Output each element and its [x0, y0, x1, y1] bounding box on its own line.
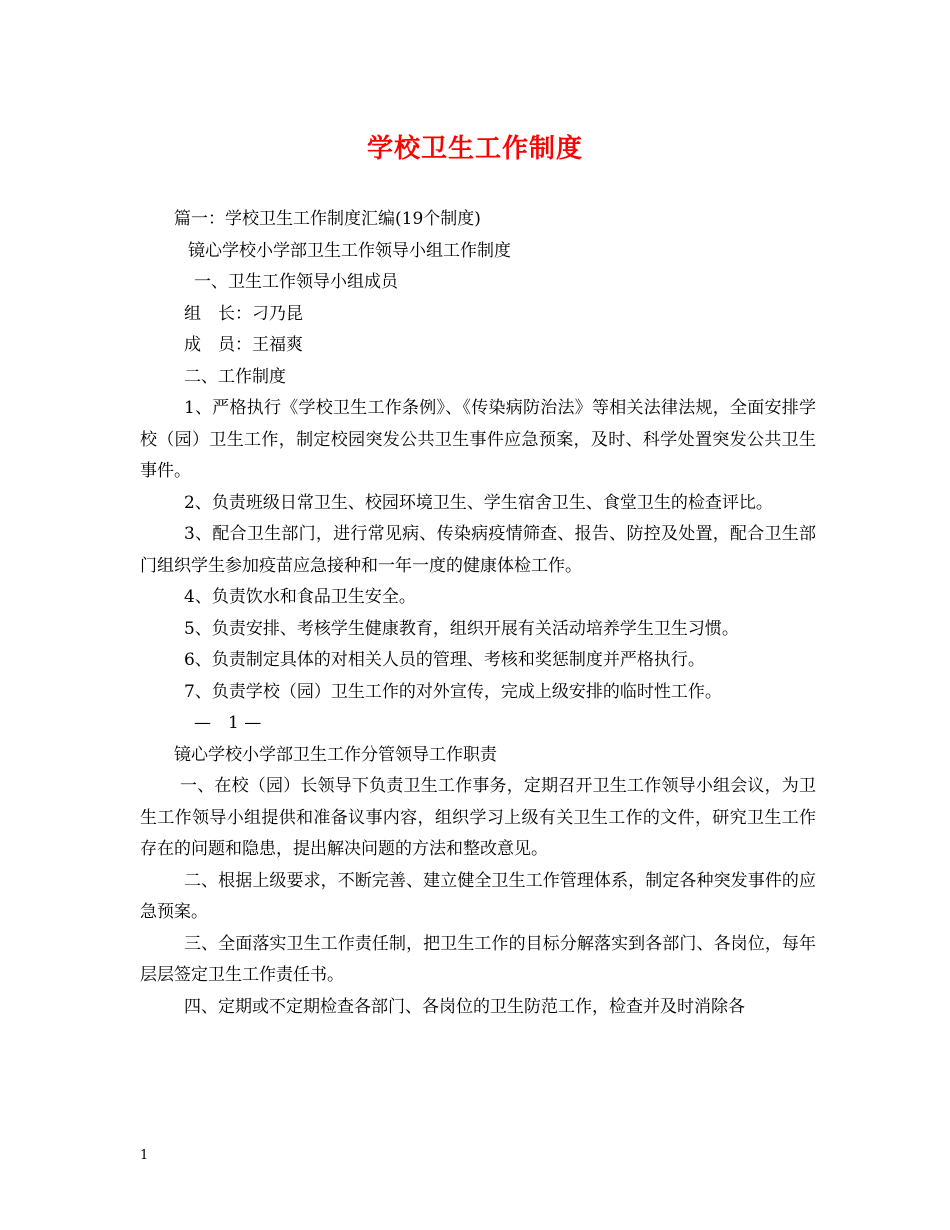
paragraph-rule-4: 4、负责饮水和食品卫生安全。 [184, 587, 416, 607]
paragraph-rule-1: 1、严格执行《学校卫生工作条例》、《传染病防治法》等相关法律法规，全面安排学校（园）卫生工作，制定校园突发公共卫生事件应急预案，及时、科学处置突发公共卫生事件。 [140, 398, 816, 481]
paragraph-duty-4: 四、定期或不定期检查各部门、各岗位的卫生防范工作，检查并及时消除各 [184, 996, 745, 1017]
paragraph-duty-3: 三、全面落实卫生工作责任制，把卫生工作的目标分解落实到各部门、各岗位，每年层层签定卫生工作责任书。 [140, 933, 816, 985]
paragraph-duty-1: 一、在校（园）长领导下负责卫生工作事务，定期召开卫生工作领导小组会议，为卫生工作领导小组提供和准备议事内容，组织学习上级有关卫生工作的文件，研究卫生工作存在的问题和隐患，提出解决问题的方法和整改意见。 [140, 776, 816, 859]
paragraph-rule-7: 7、负责学校（园）卫生工作的对外宣传，完成上级安排的临时性工作。 [184, 681, 722, 702]
paragraph-subtitle: 镜心学校小学部卫生工作领导小组工作制度 [188, 240, 511, 261]
paragraph-rule-3: 3、配合卫生部门，进行常见病、传染病疫情筛查、报告、防控及处置，配合卫生部门组织学生参加疫苗应急接种和一年一度的健康体检工作。 [140, 524, 816, 576]
document-body [140, 204, 816, 1023]
page-number: 1 [140, 1148, 149, 1163]
document-title: 学校卫生工作制度 [366, 134, 583, 164]
paragraph-rule-6: 6、负责制定具体的对相关人员的管理、考核和奖惩制度并严格执行。 [184, 650, 705, 670]
paragraph-rule-2: 2、负责班级日常卫生、校园环境卫生、学生宿舍卫生、食堂卫生的检查评比。 [184, 492, 773, 513]
paragraph-duty-2: 二、根据上级要求，不断完善、建立健全卫生工作管理体系，制定各种突发事件的应急预案。 [140, 870, 816, 922]
paragraph-inline-page-marker: — 1 — [194, 713, 262, 733]
paragraph-subtitle-duties: 镜心学校小学部卫生工作分管领导工作职责 [174, 744, 497, 765]
paragraph-heading-rules: 二、工作制度 [184, 366, 286, 387]
paragraph-rule-5: 5、负责安排、考核学生健康教育，组织开展有关活动培养学生卫生习惯。 [184, 618, 739, 639]
paragraph-section-heading: 篇一：学校卫生工作制度汇编(19个制度) [174, 209, 481, 229]
paragraph-member: 成 员：王福爽 [184, 335, 303, 355]
paragraph-heading-members: 一、卫生工作领导小组成员 [194, 272, 398, 292]
paragraph-leader: 组 长：刁乃昆 [184, 303, 303, 324]
